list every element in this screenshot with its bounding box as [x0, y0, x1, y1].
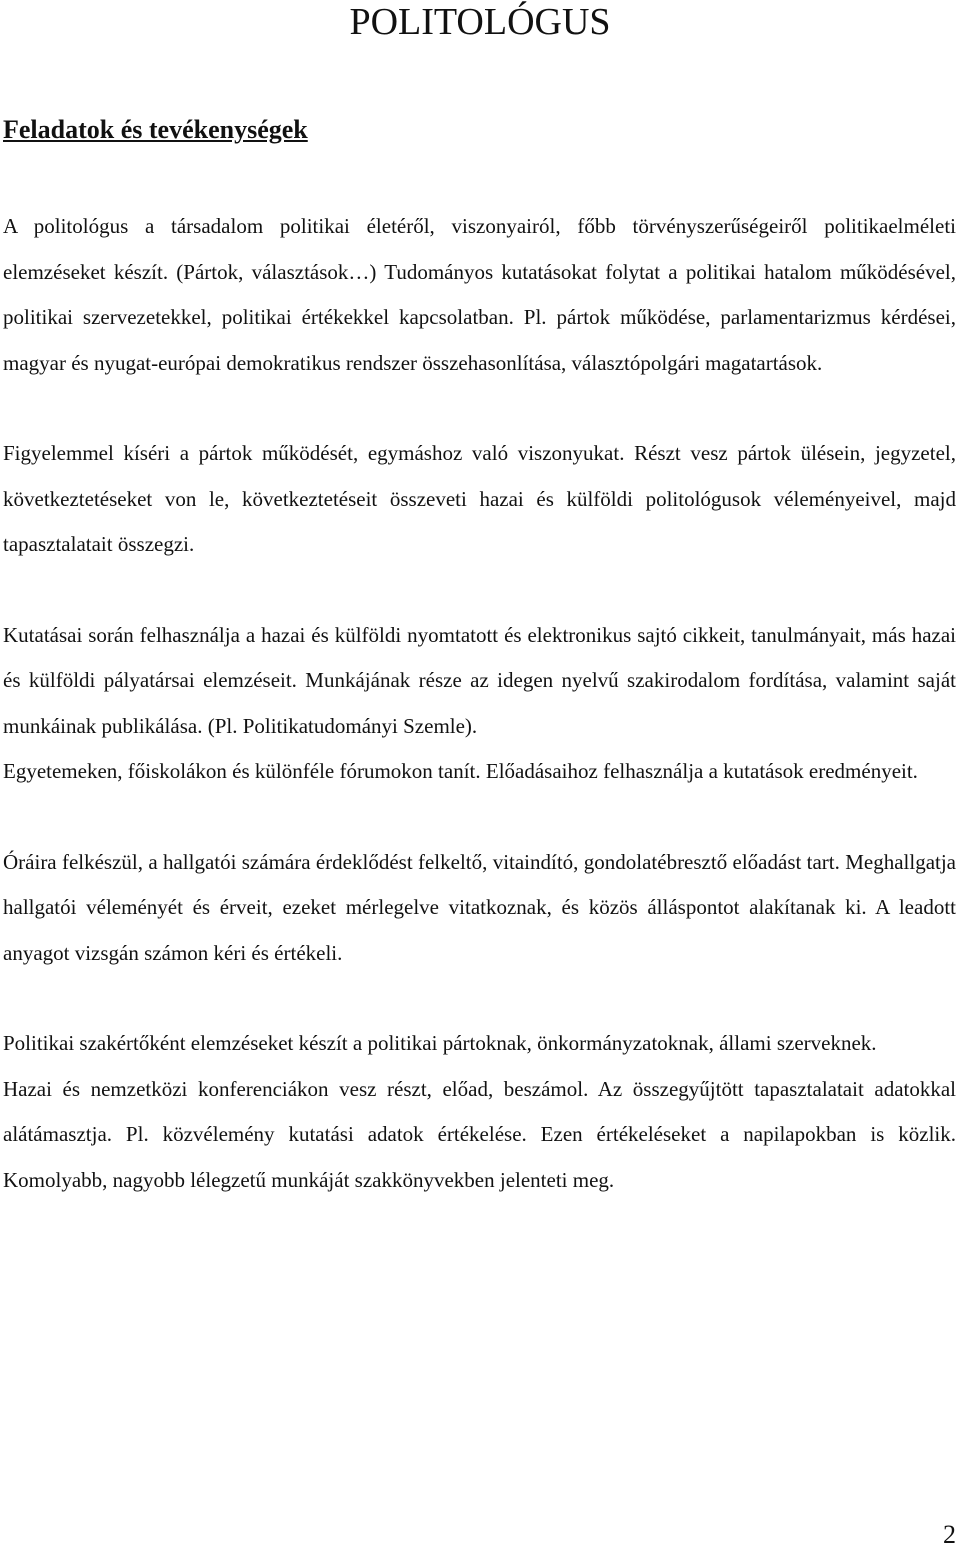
section-heading: Feladatok és tevékenységek	[3, 115, 308, 144]
document-body	[3, 204, 956, 1203]
paragraph: Figyelemmel kíséri a pártok működését, egymáshoz való viszonyukat. Részt vesz pártok ülésein, jegyzetel, következtetéseket von le, következtetéseit összeveti hazai és külföldi politológusok véleményeivel, majd tapasztalatait összegzi.	[3, 441, 956, 556]
paragraph: Óráira felkészül, a hallgatói számára érdeklődést felkeltő, vitaindító, gondolatébresztő előadást tart. Meghallgatja hallgatói véleményét és érveit, ezeket mérlegelve vitatkoznak, és közös álláspontot alakítanak ki. A leadott anyagot vizsgán számon kéri és értékeli.	[3, 849, 956, 965]
paragraph: Politikai szakértőként elemzéseket készít a politikai pártoknak, önkormányzatoknak, állami szerveknek.	[3, 1031, 877, 1055]
paragraph: A politológus a társadalom politikai életéről, viszonyairól, főbb törvényszerűségeiről politikaelméleti elemzéseket készít. (Pártok, választások…) Tudományos kutatásokat folytat a politikai hatalom működésével, politikai szervezetekkel, politikai értékekkel kapcsolatban. Pl. pártok működése, parlamentarizmus kérdései, magyar és nyugat-európai demokratikus rendszer összehasonlítása, választópolgári magatartások.	[3, 214, 956, 375]
paragraph-gap	[3, 386, 956, 431]
paragraph: Hazai és nemzetközi konferenciákon vesz részt, előad, beszámol. Az összegyűjtött tapasztalatait adatokkal alátámasztja. Pl. közvélemény kutatási adatok értékelése. Ezen értékeléseket a napilapokban is közlik. Komolyabb, nagyobb lélegzetű munkáját szakkönyvekben jelenteti meg.	[3, 1076, 956, 1192]
document-title-text: POLITOLÓGUS	[349, 1, 611, 43]
paragraph-gap	[3, 976, 956, 1021]
paragraph: Egyetemeken, főiskolákon és különféle fórumokon tanít. Előadásaihoz felhasználja a kutatások eredményeit.	[3, 759, 918, 783]
paragraph: Kutatásai során felhasználja a hazai és külföldi nyomtatott és elektronikus sajtó cikkeit, tanulmányait, más hazai és külföldi pályatársai elemzéseit. Munkájának része az idegen nyelvű szakirodalom fordítása, valamint saját munkáinak publikálása. (Pl. Politikatudományi Szemle).	[3, 622, 956, 738]
document-title	[0, 0, 960, 44]
paragraph-gap	[3, 568, 956, 613]
paragraph-gap	[3, 795, 956, 840]
page-number: 2	[943, 1520, 956, 1549]
